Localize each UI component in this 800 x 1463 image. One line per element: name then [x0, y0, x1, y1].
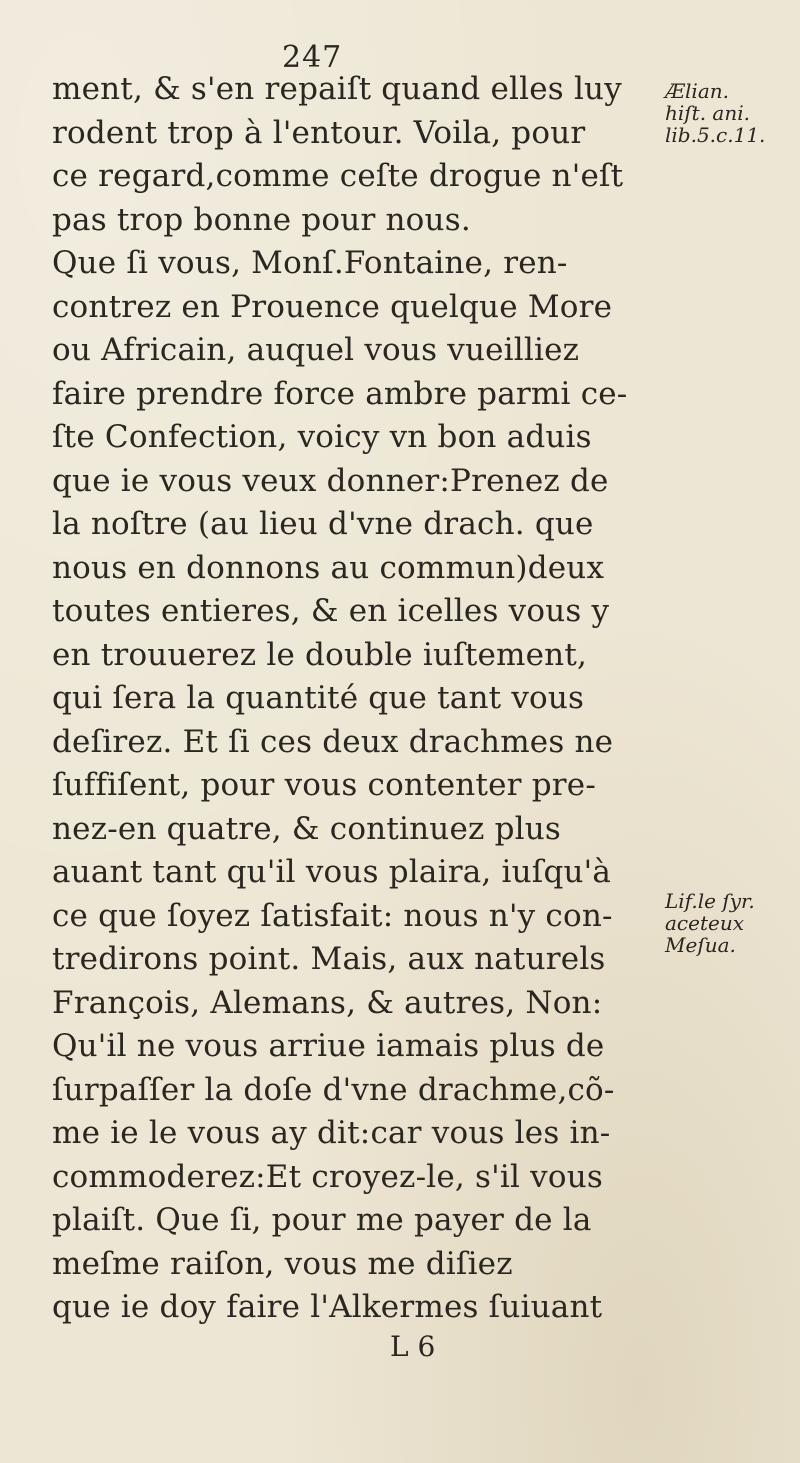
text-line: ment, & s'en repaiſt quand elles luy — [52, 71, 622, 107]
text-line: rodent trop à l'entour. Voila, pour — [52, 114, 586, 151]
signature-mark: L 6 — [390, 1330, 436, 1363]
text-line: Qu'il ne vous arriue iamais plus de — [52, 1028, 605, 1064]
text-line: auant tant qu'il vous plaira, iuſqu'à — [52, 854, 612, 890]
text-line: commoderez:Et croyez-le, s'il vous — [52, 1158, 603, 1195]
margin-note-line: aceteux — [665, 911, 744, 935]
text-line: me ie le vous ay dit:car vous les in- — [52, 1115, 611, 1151]
text-line: meſme raiſon, vous me diſiez — [52, 1245, 513, 1282]
text-line: que ie doy faire l'Alkermes ſuiuant — [52, 1289, 603, 1325]
text-line: la noſtre (au lieu d'vne drach. que — [52, 506, 594, 542]
text-line: François, Alemans, & autres, Non: — [52, 984, 603, 1021]
text-line: nous en donnons au commun)deux — [52, 549, 605, 586]
text-line: nez-en quatre, & continuez plus — [52, 810, 562, 847]
margin-note-line: hiſt. ani. — [665, 101, 750, 125]
margin-note-line: lib.5.c.11. — [665, 123, 766, 147]
text-line: tredirons point. Mais, aux naturels — [52, 941, 606, 977]
margin-note-line: Meſua. — [665, 933, 736, 957]
text-line: ce regard,comme ceſte drogue n'eſt — [52, 158, 624, 194]
page-number: 247 — [282, 40, 343, 75]
text-line: ſte Confection, voicy vn bon aduis — [52, 419, 592, 455]
margin-note-line: Lif.le ſyr. — [665, 889, 755, 913]
text-line: deſirez. Et ſi ces deux drachmes ne — [52, 723, 614, 760]
text-line: ſurpaſſer la doſe d'vne drachme,cõ- — [52, 1071, 615, 1108]
text-line: que ie vous veux donner:Prenez de — [52, 462, 609, 499]
text-line: qui ſera la quantité que tant vous — [52, 680, 585, 716]
text-line: plaiſt. Que ſi, pour me payer de la — [52, 1202, 592, 1238]
text-line: ſuffiſent, pour vous contenter pre- — [52, 767, 597, 803]
margin-note-line: Ælian. — [665, 79, 729, 103]
text-line: contrez en Prouence quelque More — [52, 288, 613, 325]
margin-note-mesua — [665, 890, 800, 956]
body-text — [52, 68, 662, 1330]
text-line: ou Africain, auquel vous vueilliez — [52, 332, 580, 368]
text-line: pas trop bonne pour nous. — [52, 201, 471, 238]
text-line: faire prendre force ambre parmi ce- — [52, 375, 628, 412]
margin-note-aelian — [665, 80, 800, 146]
text-line: toutes entieres, & en icelles vous y — [52, 593, 610, 629]
text-line: Que ſi vous, Monſ.Fontaine, ren- — [52, 245, 568, 281]
text-line: en trouuerez le double iuſtement, — [52, 636, 588, 673]
text-line: ce que ſoyez ſatisfait: nous n'y con- — [52, 897, 613, 934]
